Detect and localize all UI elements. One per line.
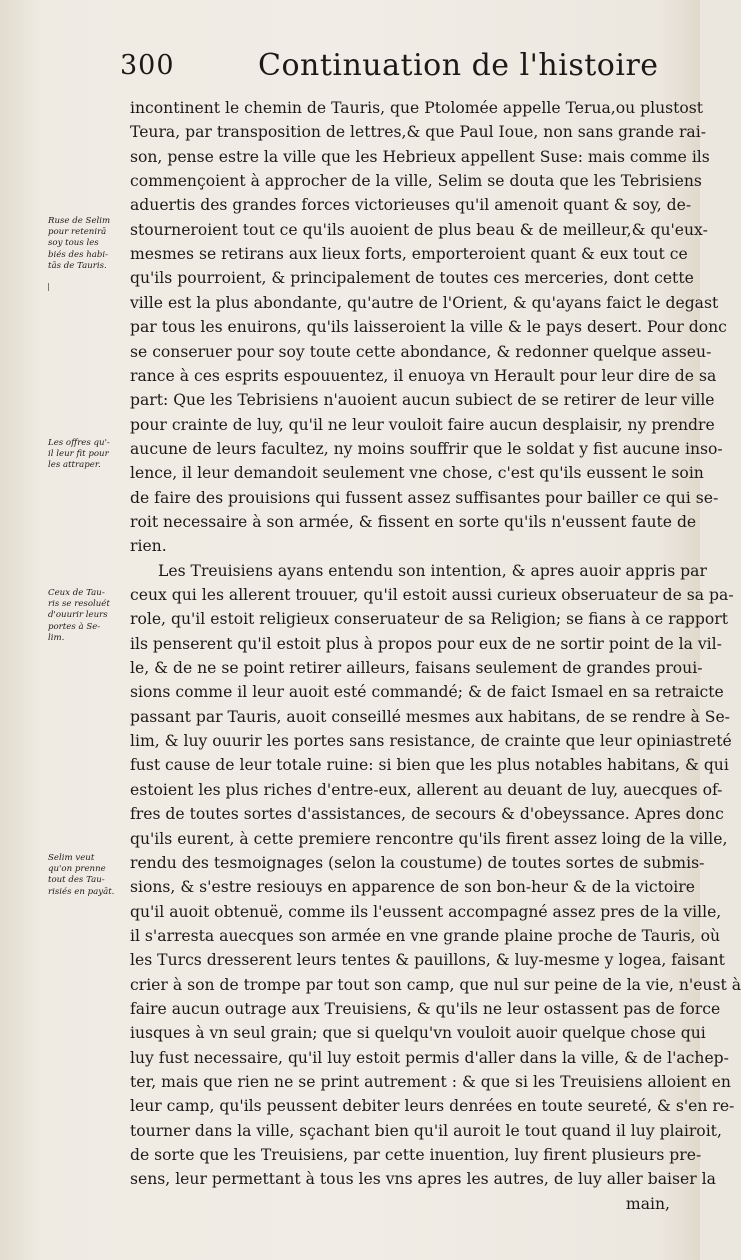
text-line: leur camp, qu'ils peussent debiter leurs denrées en toute seureté, & s'en re-: [130, 1097, 735, 1116]
text-line: rendu des tesmoignages (selon la coustume) de toutes sortes de submis-: [130, 853, 705, 872]
margin-note-line: pour retenirā: [48, 227, 107, 238]
text-line: qu'ils pourroient, & principalement de toutes ces merceries, dont cette: [130, 269, 694, 288]
text-line: aduertis des grandes forces victorieuses qu'il amenoit quant & soy, de-: [130, 196, 692, 215]
text-line: part: Que les Tebrisiens n'auoient aucun subiect de se retirer de leur ville: [130, 391, 715, 410]
text-line: il s'arresta auecques son armée en vne grande plaine proche de Tauris, où: [130, 926, 720, 945]
margin-note-line: tout des Tau-: [48, 875, 105, 886]
text-line: lim, & luy ouurir les portes sans resistance, de crainte que leur opiniastreté: [130, 732, 732, 751]
text-line: aucune de leurs facultez, ny moins souffrir que le soldat y fist aucune inso-: [130, 439, 723, 458]
margin-note-line: lim.: [48, 632, 65, 643]
margin-note-line: les attraper.: [48, 460, 101, 471]
text-line: rien.: [130, 537, 167, 556]
margin-note-line: il leur fit pour: [48, 449, 109, 460]
text-line: stourneroient tout ce qu'ils auoient de plus beau & de meilleur,& qu'eux-: [130, 220, 708, 239]
margin-note-line: portes à Se-: [48, 621, 101, 632]
text-line: rance à ces esprits espouuentez, il enuoya vn Herault pour leur dire de sa: [130, 366, 717, 385]
margin-note-line: tās de Tauris.: [48, 260, 107, 271]
text-line: qu'ils eurent, à cette premiere rencontre qu'ils firent assez loing de la ville,: [130, 829, 728, 848]
margin-note-line: qu'on prenne: [48, 864, 106, 875]
text-line: de faire des prouisions qui fussent assez suffisantes pour bailler ce qui se-: [130, 488, 719, 507]
text-line: ter, mais que rien ne se print autrement : & que si les Treuisiens alloient en: [130, 1073, 731, 1091]
text-line: incontinent le chemin de Tauris, que Ptolomée appelle Terua,ou plustost: [130, 99, 704, 117]
text-line: pour crainte de luy, qu'il ne leur vouloit faire aucun desplaisir, ny prendre: [130, 415, 715, 434]
text-line: faire aucun outrage aux Treuisiens, & qu'ils ne leur ostassent pas de force: [130, 999, 721, 1018]
text-line: se conseruer pour soy toute cette abondance, & redonner quelque asseu-: [130, 342, 712, 361]
text-line: Les Treuisiens ayans entendu son intention, & apres auoir appris par: [158, 561, 707, 580]
text-line: fust cause de leur totale ruine: si bien que les plus notables habitans, & qui: [130, 756, 729, 775]
margin-note-line: ris se resoluét: [48, 599, 110, 610]
text-line: commençoient à approcher de la ville, Selim se douta que les Tebrisiens: [130, 172, 702, 191]
text-line: ceux qui les allerent trouuer, qu'il estoit aussi curieux obseruateur de sa pa-: [130, 586, 734, 604]
margin-note-line: soy tous les: [48, 238, 99, 249]
text-line: son, pense estre la ville que les Hebrieux appellent Suse: mais comme ils: [130, 147, 710, 166]
text-line: les Turcs dresserent leurs tentes & pauillons, & luy-mesme y logea, faisant: [130, 951, 725, 970]
text-line: main,: [625, 1194, 670, 1213]
text-line: par tous les enuirons, qu'ils laisseroient la ville & le pays desert. Pour donc: [130, 318, 727, 337]
margin-note-line: Ruse de Selim: [48, 216, 111, 226]
text-line: ville est la plus abondante, qu'autre de l'Orient, & qu'ayans faict le degast: [130, 293, 719, 312]
text-line: sions, & s'estre resiouys en apparence de son bon-heur & de la victoire: [130, 878, 695, 897]
text-line: luy fust necessaire, qu'il luy estoit permis d'aller dans la ville, & de l'achep-: [130, 1048, 729, 1067]
text-line: roit necessaire à son armée, & fissent en sorte qu'ils n'eussent faute de: [130, 512, 697, 531]
text-line: estoient les plus riches d'entre-eux, allerent au deuant de luy, auecques of-: [130, 780, 723, 799]
text-line: le, & de ne se point retirer ailleurs, faisans seulement de grandes proui-: [130, 659, 703, 678]
text-line: mesmes se retirans aux lieux forts, emporteroient quant & eux tout ce: [130, 245, 688, 264]
text-line: sens, leur permettant à tous les vns apres les autres, de luy aller baiser la: [130, 1170, 716, 1189]
text-line: lence, il leur demandoit seulement vne chose, c'est qu'ils eussent le soin: [130, 464, 704, 483]
margin-note-line: risiés en payāt.: [48, 886, 115, 897]
text-line: fres de toutes sortes d'assistances, de secours & d'obeyssance. Apres donc: [130, 805, 724, 824]
margin-note: [48, 853, 132, 898]
text-line: tourner dans la ville, sçachant bien qu'il auroit le tout quand il luy plairoit,: [130, 1121, 722, 1140]
text-line: de sorte que les Treuisiens, par cette inuention, luy firent plusieurs pre-: [130, 1146, 702, 1165]
text-line: qu'il auoit obtenuë, comme ils l'eussent accompagné assez pres de la ville,: [130, 902, 722, 921]
margin-note-line: d'ouurir leurs: [48, 610, 108, 621]
margin-note: [48, 438, 132, 472]
margin-note-line: biés des habi-: [48, 249, 109, 260]
running-title: Continuation de l'histoire: [258, 48, 659, 83]
text-line: passant par Tauris, auoit conseillé mesmes aux habitans, de se rendre à Se-: [130, 707, 730, 726]
margin-mark: [48, 283, 49, 291]
page-number: 300: [120, 50, 175, 81]
margin-note-line: Les offres qu'-: [48, 438, 110, 448]
margin-note-line: Selim veut: [48, 853, 95, 863]
text-line: iusques à vn seul grain; que si quelqu'vn vouloit auoir quelque chose qui: [130, 1024, 706, 1043]
text-line: crier à son de trompe par tout son camp, que nul sur peine de la vie, n'eust à: [130, 975, 741, 994]
text-line: role, qu'il estoit religieux conseruateur de sa Religion; se fians à ce rapport: [130, 610, 728, 629]
margin-note: [48, 216, 132, 272]
text-line: Teura, par transposition de lettres,& que Paul Ioue, non sans grande rai-: [130, 123, 706, 142]
margin-note-line: Ceux de Tau-: [48, 588, 105, 598]
text-line: sions comme il leur auoit esté commandé; & de faict Ismael en sa retraicte: [130, 683, 724, 702]
text-line: ils penserent qu'il estoit plus à propos pour eux de ne sortir point de la vil-: [130, 634, 722, 653]
margin-note: [48, 588, 132, 644]
